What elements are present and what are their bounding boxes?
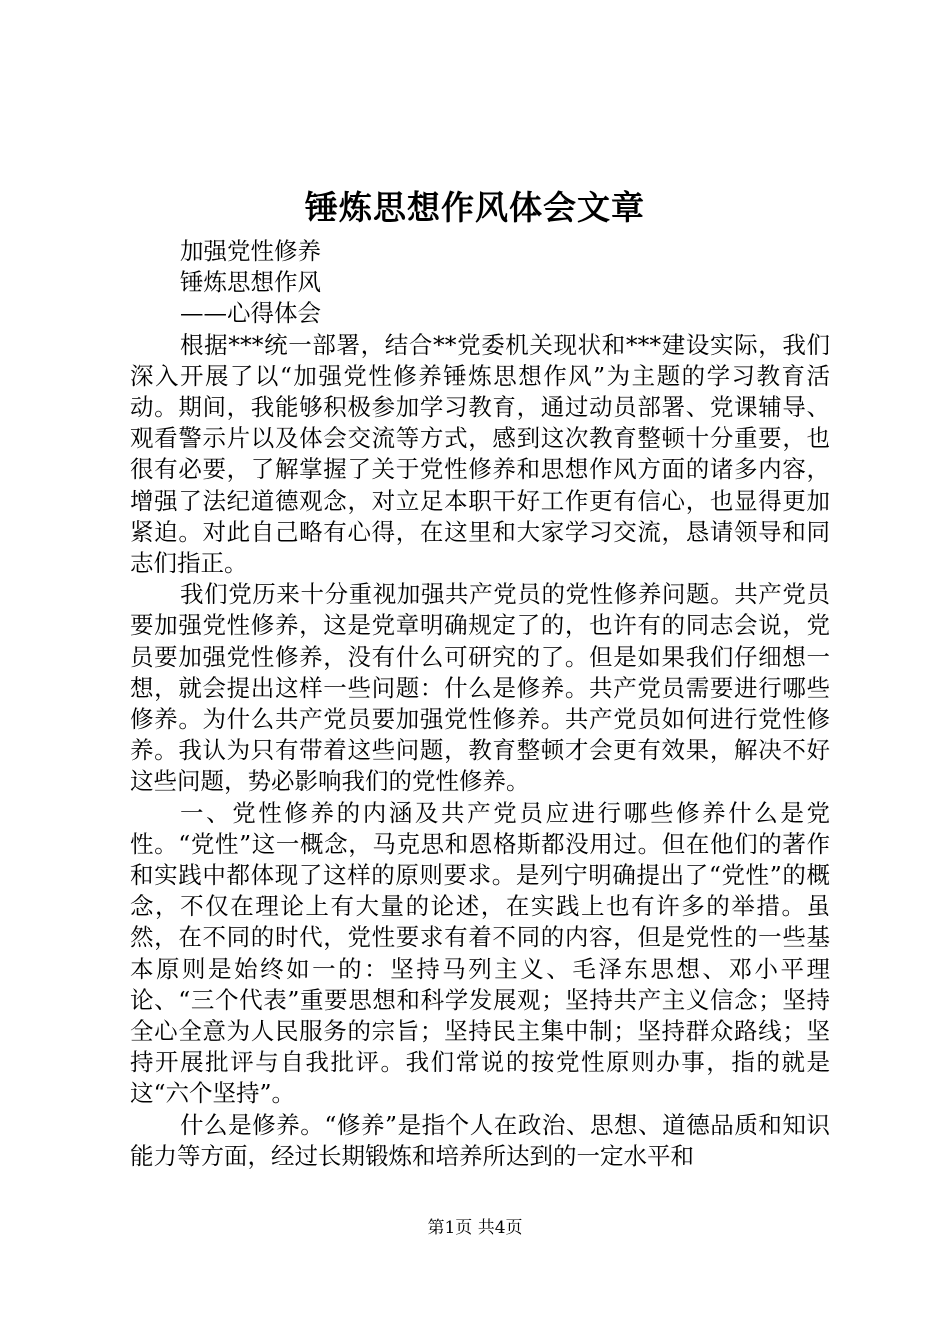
paragraph: 根据***统一部署，结合**党委机关现状和***建设实际，我们深入开展了以“加强党性修养锤炼思想作风”为主题的学习教育活动。期间，我能够积极参加学习教育，通过动员部署、党课辅导、观看警示片以及体会交流等方式，感到这次教育整顿十分重要，也很有必要，了解掌握了关于党性修养和思想作风方面的诸多内容，增强了法纪道德观念，对立足本职干好工作更有信心，也显得更加紧迫。对此自己略有心得，在这里和大家学习交流，恳请领导和同志们指正。: [130, 330, 830, 578]
document-title: 锤炼思想作风体会文章: [305, 188, 645, 227]
paragraph: 一、党性修养的内涵及共产党员应进行哪些修养什么是党性。“党性”这一概念，马克思和恩格斯都没用过。但在他们的著作和实践中都体现了这样的原则要求。是列宁明确提出了“党性”的概念，不仅在理论上有大量的论述，在实践上也有许多的举措。虽然，在不同的时代，党性要求有着不同的内容，但是党性的一些基本原则是始终如一的：坚持马列主义、毛泽东思想、邓小平理论、“三个代表”重要思想和科学发展观；坚持共产主义信念；坚持全心全意为人民服务的宗旨；坚持民主集中制；坚持群众路线；坚持开展批评与自我批评。我们常说的按党性原则办事，指的就是这“六个坚持”。: [130, 798, 830, 1108]
paragraph: 什么是修养。“修养”是指个人在政治、思想、道德品质和知识能力等方面，经过长期锻炼和培养所达到的一定水平和: [130, 1110, 830, 1170]
subtitle-line: 锤炼思想作风: [180, 268, 321, 297]
paragraph: 我们党历来十分重视加强共产党员的党性修养问题。共产党员要加强党性修养，这是党章明确规定了的，也许有的同志会说，党员要加强党性修养，没有什么可研究的了。但是如果我们仔细想一想，就会提出这样一些问题：什么是修养。共产党员需要进行哪些修养。为什么共产党员要加强党性修养。共产党员如何进行党性修养。我认为只有带着这些问题，教育整顿才会更有效果，解决不好这些问题，势必影响我们的党性修养。: [130, 580, 830, 796]
page-footer: 第1页 共4页: [427, 1218, 523, 1238]
subtitle-line: ——心得体会: [180, 299, 321, 328]
subtitle-line: 加强党性修养: [180, 237, 321, 265]
document-body: [130, 236, 830, 1172]
